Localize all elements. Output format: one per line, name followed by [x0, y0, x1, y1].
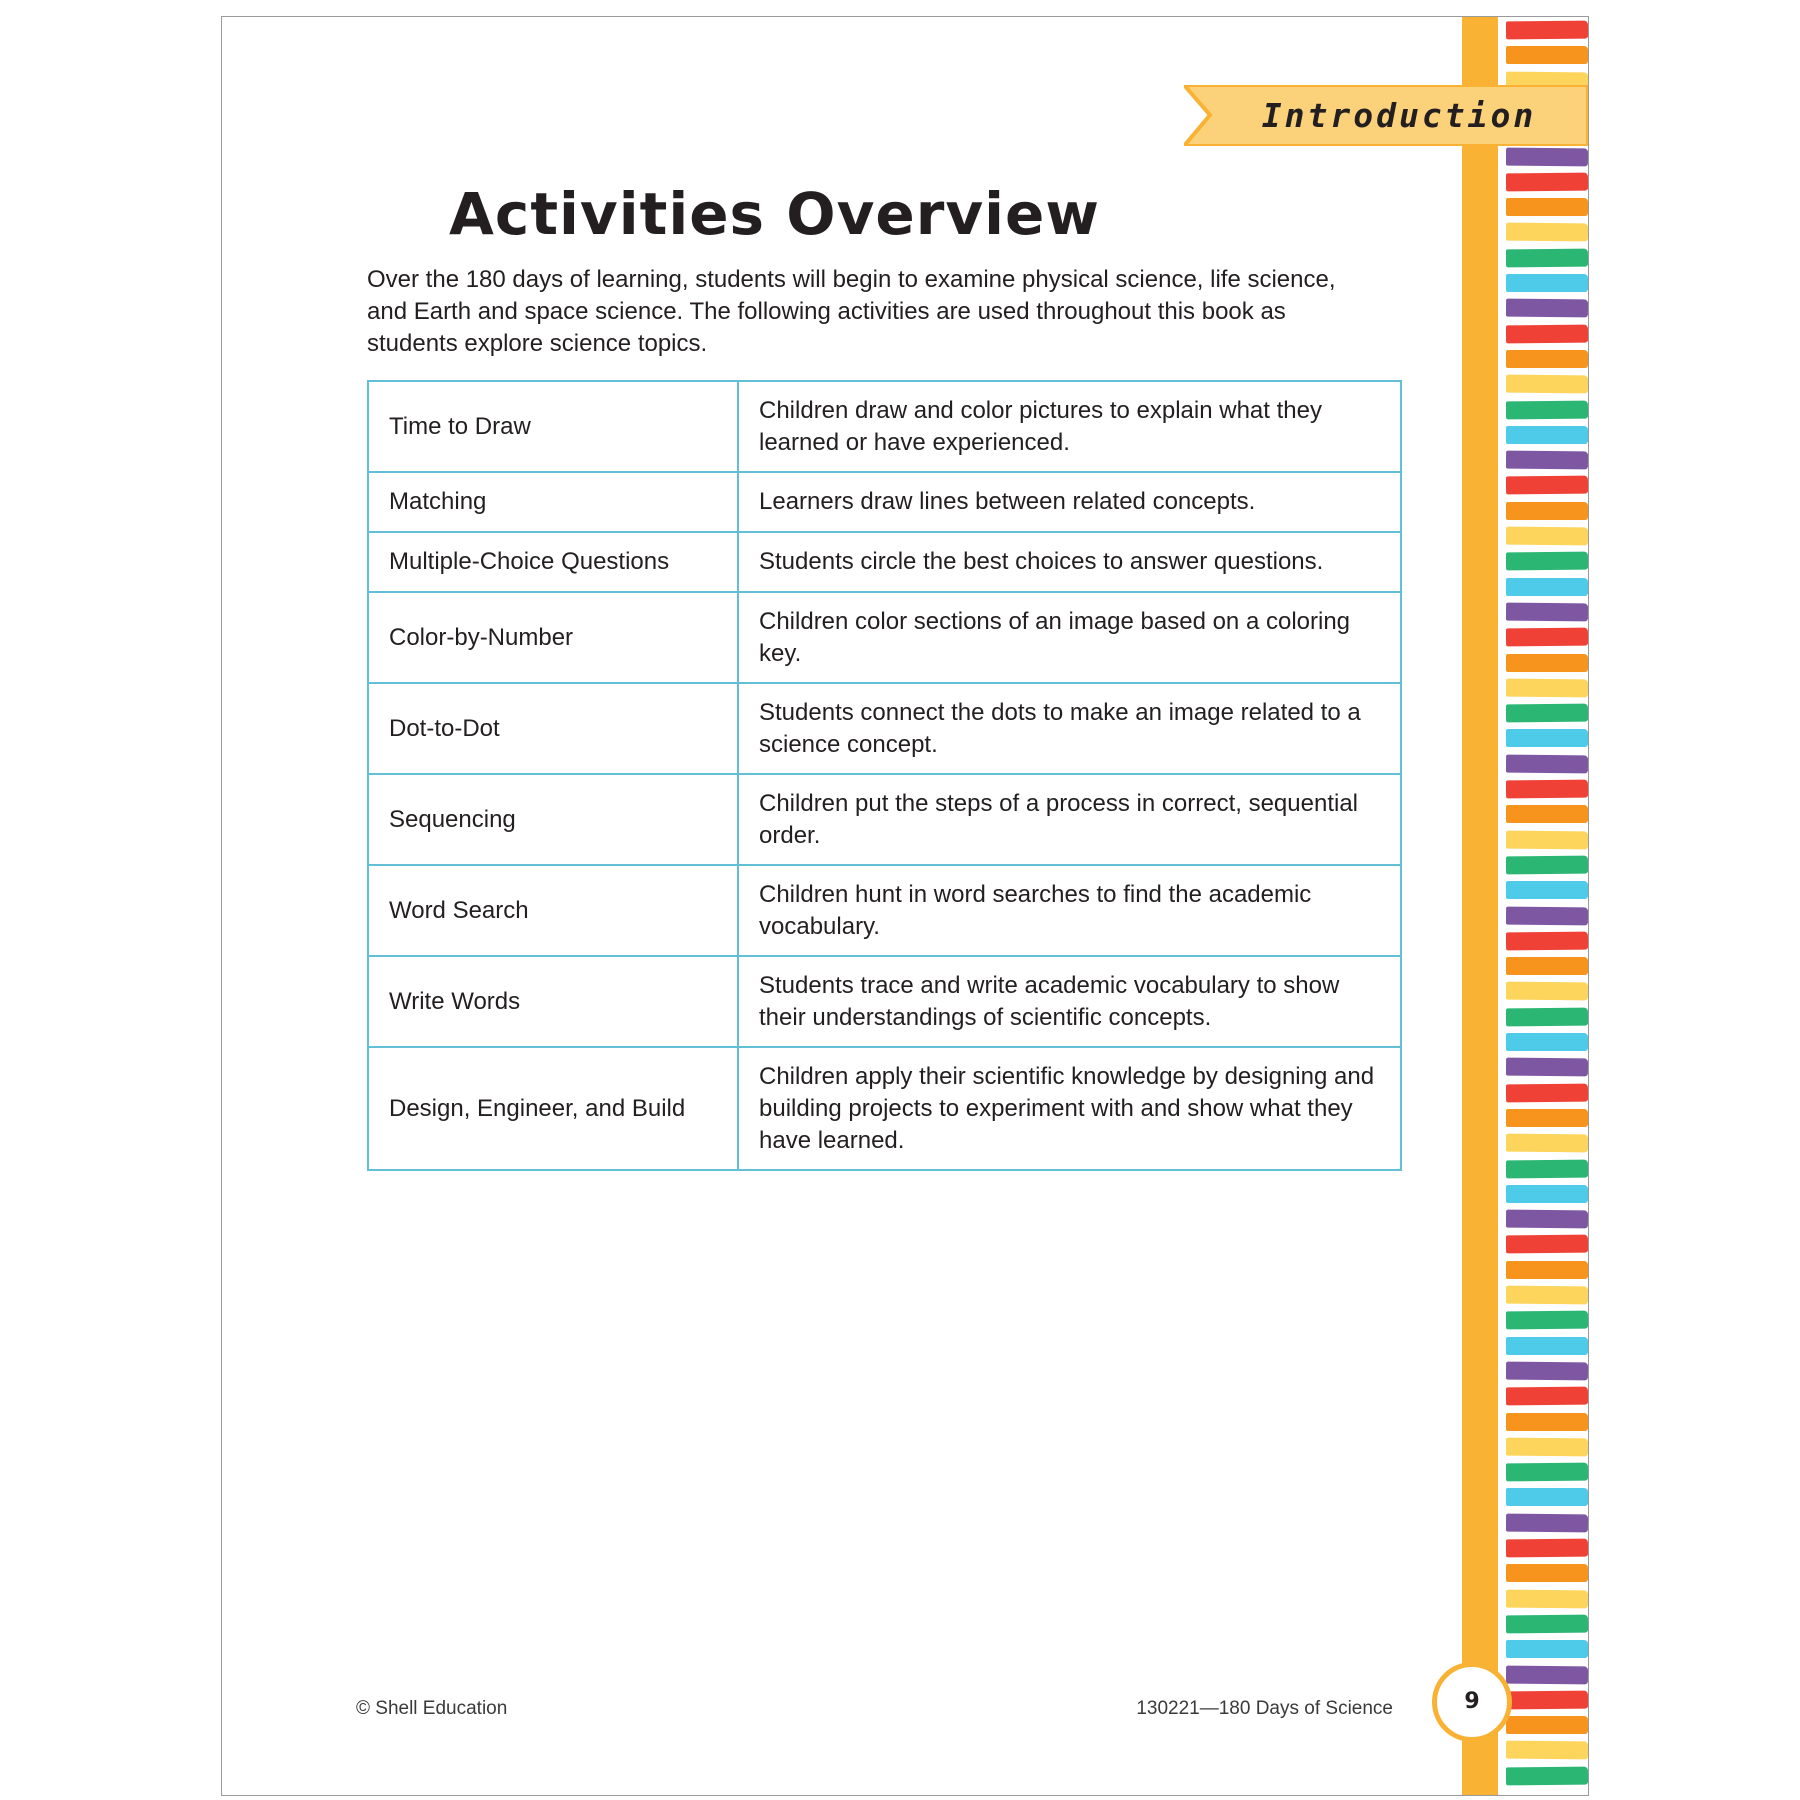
- footer-copyright: © Shell Education: [356, 1698, 508, 1719]
- stripe-segment: [1506, 148, 1588, 167]
- stripe-segment: [1506, 1337, 1588, 1355]
- stripe-segment: [1506, 552, 1588, 571]
- stripe-segment: [1506, 1008, 1588, 1027]
- stripe-segment: [1506, 957, 1588, 975]
- stripe-segment: [1506, 274, 1588, 292]
- activity-description: Students circle the best choices to answer questions.: [738, 532, 1401, 592]
- activity-description: Students connect the dots to make an image related to a science concept.: [738, 683, 1401, 774]
- stripe-segment: [1506, 476, 1588, 495]
- activity-name: Design, Engineer, and Build: [368, 1047, 738, 1170]
- stripe-segment: [1506, 1084, 1588, 1103]
- activity-name: Matching: [368, 472, 738, 532]
- stripe-segment: [1506, 1539, 1588, 1558]
- stripe-segment: [1506, 679, 1588, 698]
- stripe-segment: [1506, 1615, 1588, 1634]
- page-number-badge: 9: [1432, 1662, 1512, 1742]
- stripe-segment: [1506, 1058, 1588, 1077]
- book-page: [221, 16, 1589, 1796]
- stripe-segment: [1506, 1741, 1588, 1760]
- footer-book-id: 130221—180 Days of Science: [1136, 1698, 1393, 1719]
- stripe-segment: [1506, 982, 1588, 1001]
- table-row: [368, 1047, 1401, 1170]
- stripe-segment: [1506, 628, 1588, 647]
- table-row: [368, 592, 1401, 683]
- stripe-segment: [1506, 350, 1588, 368]
- stripe-segment: [1506, 1666, 1588, 1685]
- stripe-segment: [1506, 249, 1588, 268]
- activity-name: Sequencing: [368, 774, 738, 865]
- stripe-segment: [1506, 527, 1588, 546]
- stripe-segment: [1506, 46, 1588, 64]
- stripe-segment: [1506, 1716, 1588, 1734]
- stripe-segment: [1506, 729, 1588, 747]
- stripe-segment: [1506, 502, 1588, 520]
- stripe-segment: [1506, 1185, 1588, 1203]
- table-row: [368, 472, 1401, 532]
- stripe-segment: [1506, 1564, 1588, 1582]
- stripe-segment: [1506, 1261, 1588, 1279]
- stripe-segment: [1506, 932, 1588, 951]
- stripe-segment: [1506, 325, 1588, 344]
- activity-description: Children put the steps of a process in correct, sequential order.: [738, 774, 1401, 865]
- stripe-segment: [1506, 856, 1588, 875]
- stripe-segment: [1506, 654, 1588, 672]
- stripe-segment: [1506, 907, 1588, 926]
- table-row: [368, 956, 1401, 1047]
- stripe-segment: [1506, 1640, 1588, 1658]
- stripe-segment: [1506, 1134, 1588, 1153]
- stripe-segment: [1506, 578, 1588, 596]
- section-banner: [1184, 85, 1588, 146]
- activity-name: Multiple-Choice Questions: [368, 532, 738, 592]
- stripe-segment: [1506, 451, 1588, 470]
- stripe-segment: [1506, 603, 1588, 622]
- stripe-segment: [1506, 1210, 1588, 1229]
- stripe-segment: [1506, 831, 1588, 850]
- activity-name: Dot-to-Dot: [368, 683, 738, 774]
- stripe-segment: [1506, 1413, 1588, 1431]
- activity-description: Students trace and write academic vocabulary to show their understandings of scientific concepts.: [738, 956, 1401, 1047]
- stripe-segment: [1506, 1235, 1588, 1254]
- activity-description: Children hunt in word searches to find the academic vocabulary.: [738, 865, 1401, 956]
- stripe-segment: [1506, 1387, 1588, 1406]
- rainbow-stripe-edge: [1506, 17, 1588, 1795]
- stripe-segment: [1506, 198, 1588, 216]
- table-row: [368, 683, 1401, 774]
- page-title: Activities Overview: [449, 180, 1100, 248]
- activity-name: Word Search: [368, 865, 738, 956]
- stripe-segment: [1506, 173, 1588, 192]
- stripe-segment: [1506, 1286, 1588, 1305]
- stripe-segment: [1506, 1160, 1588, 1179]
- stripe-segment: [1506, 299, 1588, 318]
- stripe-segment: [1506, 805, 1588, 823]
- stripe-segment: [1506, 1767, 1588, 1786]
- stripe-segment: [1506, 881, 1588, 899]
- stripe-segment: [1506, 1362, 1588, 1381]
- stripe-segment: [1506, 1033, 1588, 1051]
- stripe-segment: [1506, 1109, 1588, 1127]
- stripe-segment: [1506, 755, 1588, 774]
- activity-name: Time to Draw: [368, 381, 738, 472]
- stripe-segment: [1506, 401, 1588, 420]
- stripe-segment: [1506, 1438, 1588, 1457]
- stripe-segment: [1506, 21, 1588, 40]
- gold-edge-bar: [1462, 17, 1498, 1795]
- stripe-segment: [1506, 1463, 1588, 1482]
- table-row: [368, 381, 1401, 472]
- table-row: [368, 865, 1401, 956]
- table-row: [368, 532, 1401, 592]
- activity-description: Learners draw lines between related concepts.: [738, 472, 1401, 532]
- stripe-segment: [1506, 375, 1588, 394]
- stripe-segment: [1506, 1514, 1588, 1533]
- table-row: [368, 774, 1401, 865]
- stripe-segment: [1506, 704, 1588, 723]
- activity-description: Children draw and color pictures to explain what they learned or have experienced.: [738, 381, 1401, 472]
- activity-name: Color-by-Number: [368, 592, 738, 683]
- activities-table: [367, 380, 1402, 1171]
- stripe-segment: [1506, 1590, 1588, 1609]
- stripe-segment: [1506, 1311, 1588, 1330]
- stripe-segment: [1506, 1691, 1588, 1710]
- activity-description: Children color sections of an image based on a coloring key.: [738, 592, 1401, 683]
- activity-name: Write Words: [368, 956, 738, 1047]
- stripe-segment: [1506, 426, 1588, 444]
- stripe-segment: [1506, 1488, 1588, 1506]
- stripe-segment: [1506, 223, 1588, 242]
- activity-description: Children apply their scientific knowledge by designing and building projects to experiment with and show what they have learned.: [738, 1047, 1401, 1170]
- banner-label: Introduction: [1261, 96, 1537, 135]
- stripe-segment: [1506, 780, 1588, 799]
- intro-paragraph: Over the 180 days of learning, students will begin to examine physical science, life science, and Earth and space science. The following activities are used throughout this book as students explore science topics.: [367, 266, 1336, 357]
